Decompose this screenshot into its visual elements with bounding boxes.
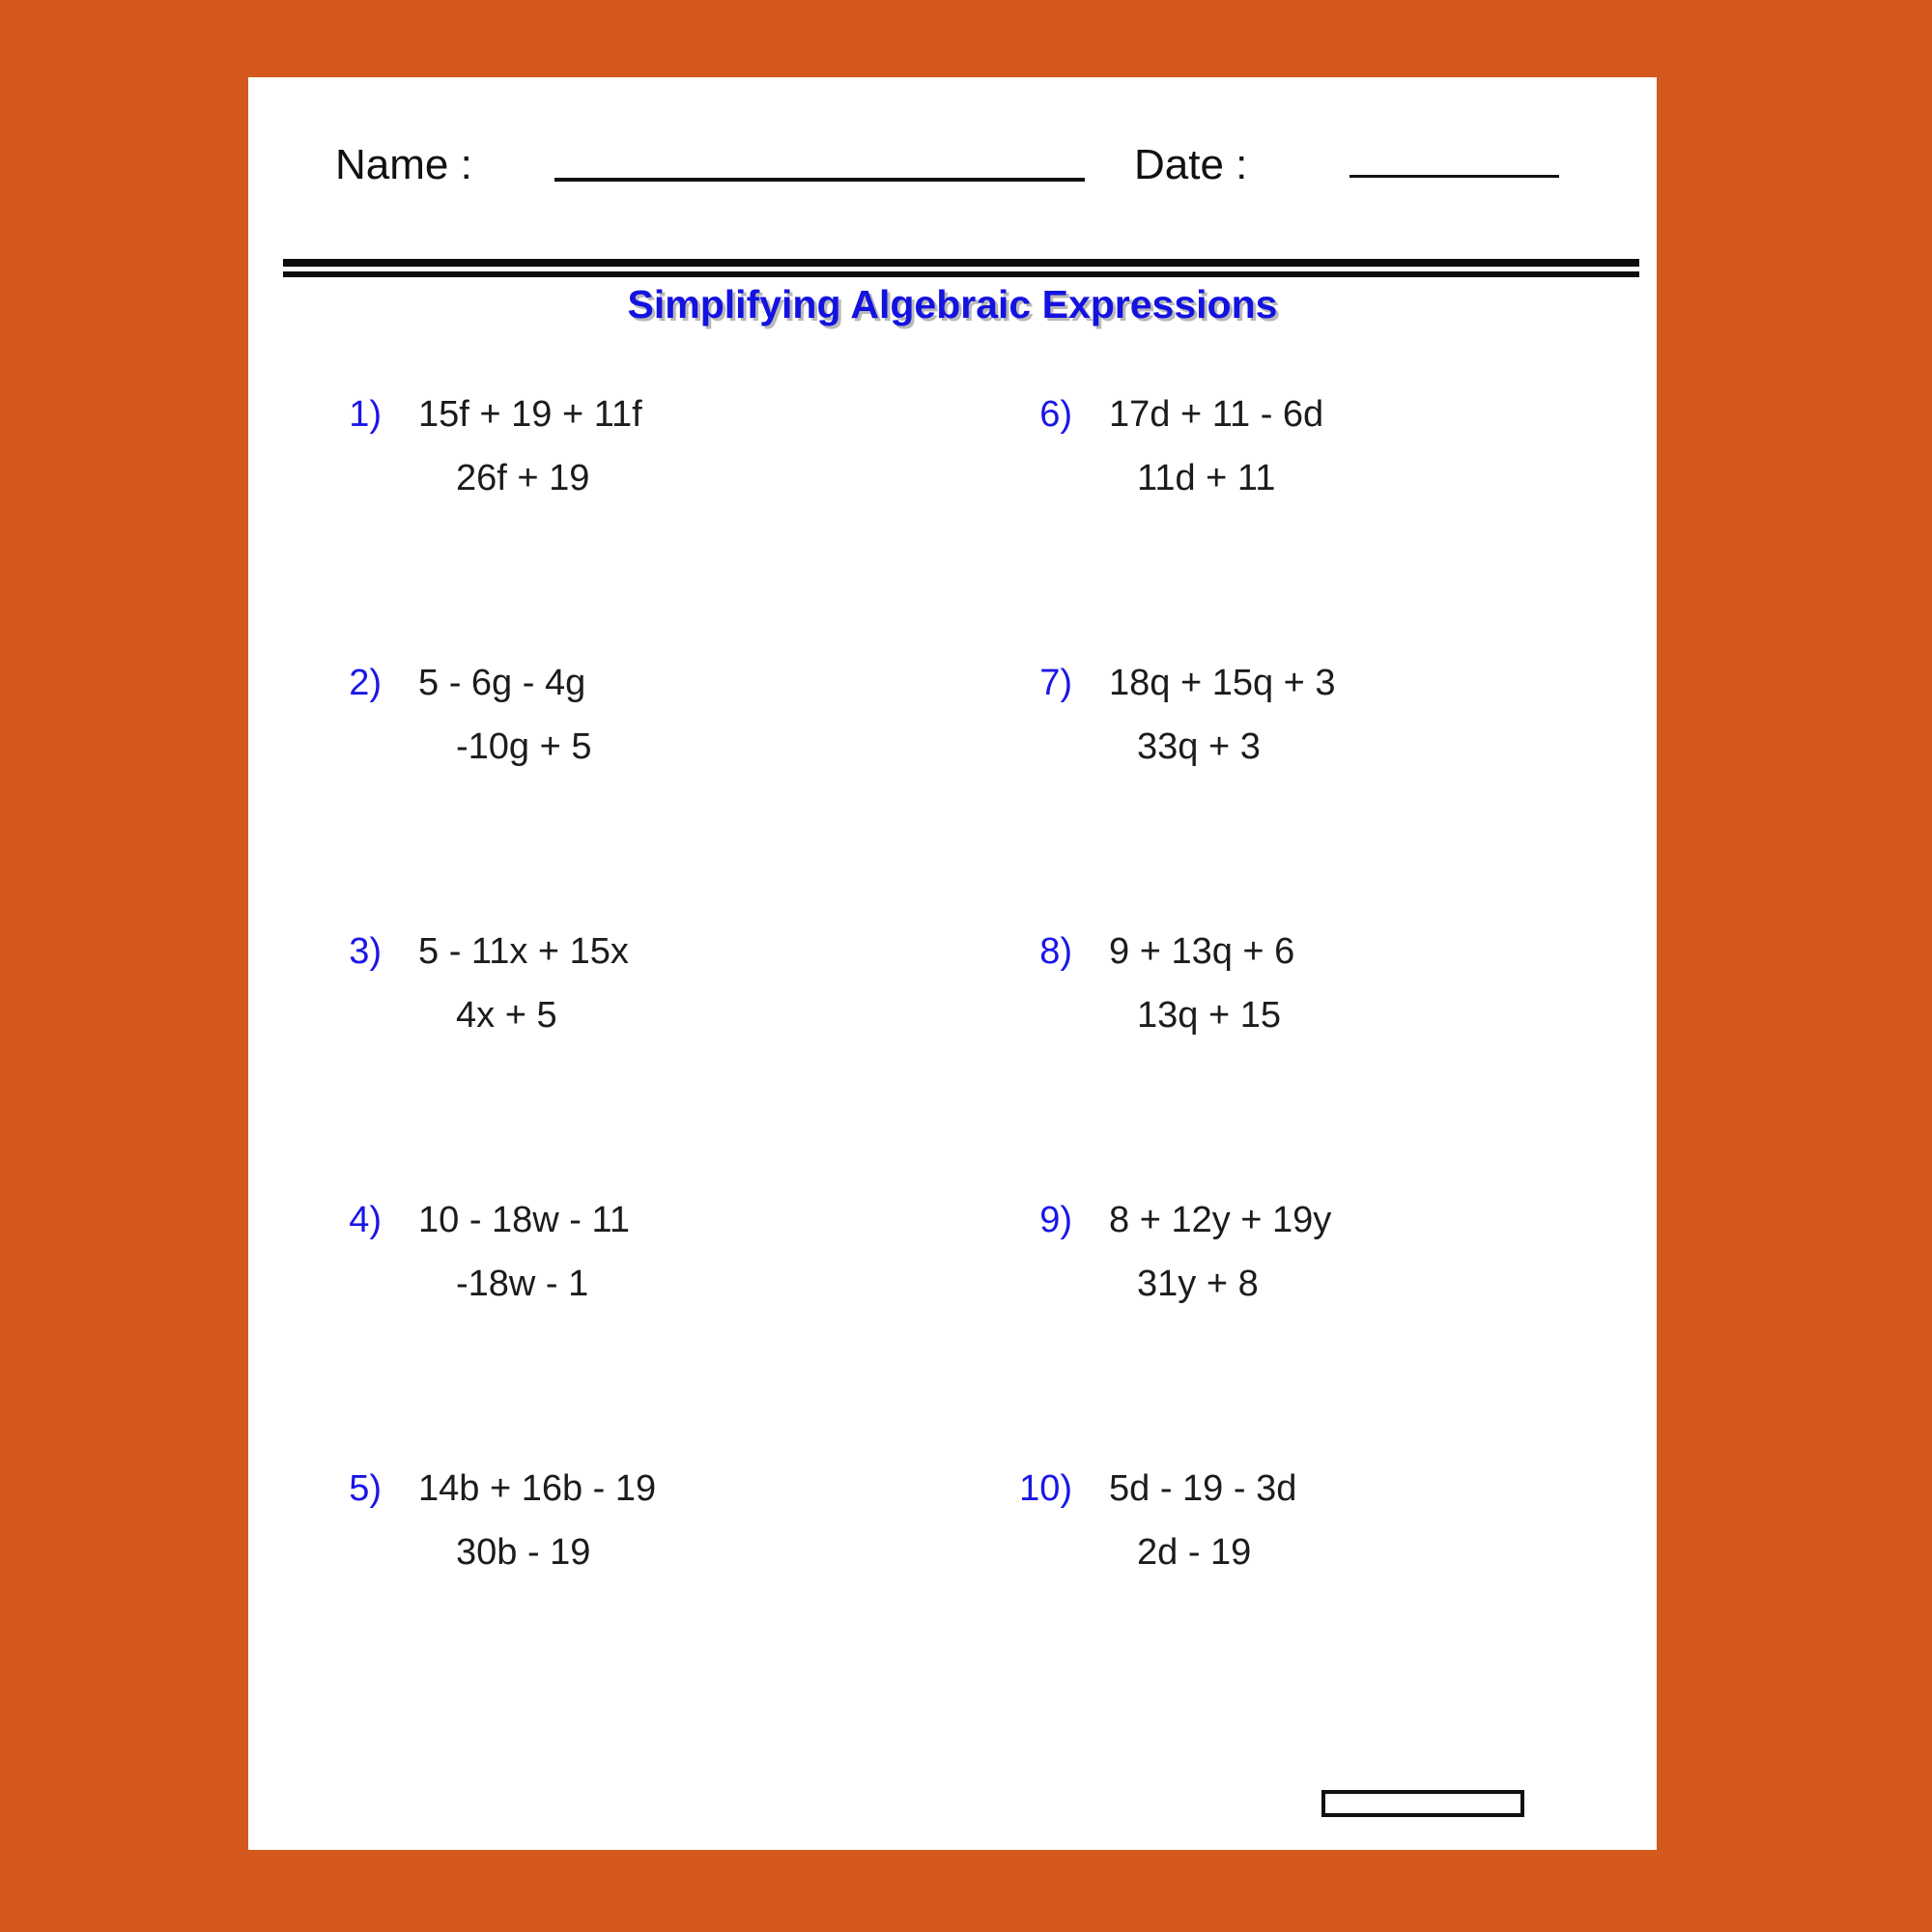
problem-answer: 2d - 19 [1137, 1532, 1252, 1573]
problem-expression: 8 + 12y + 19y [1109, 1200, 1332, 1240]
problem-answer: -18w - 1 [456, 1264, 589, 1304]
blank-answer-box[interactable] [1321, 1790, 1524, 1817]
problem-answer: 26f + 19 [456, 458, 590, 498]
problem-9 [1007, 1199, 1331, 1305]
problem-8 [1007, 930, 1294, 1037]
name-label: Name : [335, 141, 472, 188]
problem-expression: 5 - 11x + 15x [418, 931, 629, 972]
problem-expression: 17d + 11 - 6d [1109, 394, 1324, 435]
problem-expression: 9 + 13q + 6 [1109, 931, 1295, 972]
problem-answer: -10g + 5 [456, 726, 592, 767]
problem-answer: 33q + 3 [1137, 726, 1261, 767]
problem-expression: 15f + 19 + 11f [418, 394, 642, 435]
problem-number: 4) [349, 1200, 382, 1240]
header-divider [283, 259, 1639, 277]
problem-number: 3) [349, 931, 382, 972]
problem-expression: 18q + 15q + 3 [1109, 663, 1336, 703]
problem-expression: 5 - 6g - 4g [418, 663, 586, 703]
problem-number: 1) [349, 394, 382, 435]
problem-3 [316, 930, 629, 1037]
date-fill-line[interactable] [1350, 175, 1559, 178]
problem-expression: 14b + 16b - 19 [418, 1468, 657, 1509]
problem-6 [1007, 393, 1323, 499]
problem-answer: 31y + 8 [1137, 1264, 1259, 1304]
problem-answer: 11d + 11 [1137, 458, 1276, 498]
problem-answer: 13q + 15 [1137, 995, 1281, 1036]
problem-5 [316, 1467, 656, 1574]
problem-1 [316, 393, 642, 499]
problem-number: 9) [1039, 1200, 1072, 1240]
problem-expression: 5d - 19 - 3d [1109, 1468, 1297, 1509]
name-fill-line[interactable] [554, 178, 1085, 182]
problem-number: 8) [1039, 931, 1072, 972]
problem-4 [316, 1199, 630, 1305]
date-label: Date : [1134, 141, 1248, 188]
problem-number: 2) [349, 663, 382, 703]
problem-number: 6) [1039, 394, 1072, 435]
problem-expression: 10 - 18w - 11 [418, 1200, 630, 1240]
problem-number: 10) [1019, 1468, 1072, 1509]
problem-number: 5) [349, 1468, 382, 1509]
problem-answer: 4x + 5 [456, 995, 557, 1036]
problem-7 [1007, 662, 1336, 768]
worksheet-page [248, 77, 1657, 1850]
problem-10 [1007, 1467, 1296, 1574]
problem-answer: 30b - 19 [456, 1532, 591, 1573]
problem-number: 7) [1039, 663, 1072, 703]
problem-2 [316, 662, 592, 768]
page-title: Simplifying Algebraic Expressions [627, 282, 1278, 327]
